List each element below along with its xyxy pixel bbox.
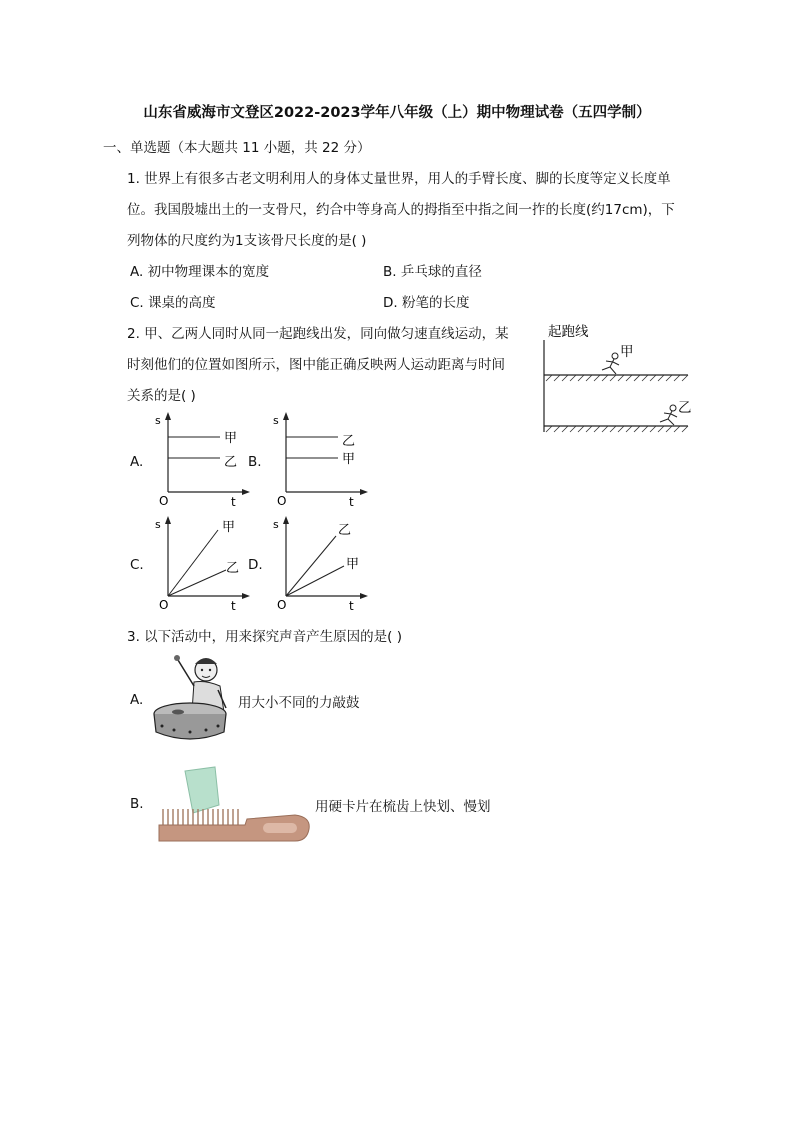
q1-line2: 位。我国殷墟出土的一支骨尺，约合中等身高人的拇指至中指之间一拃的长度(约17cm)，下 xyxy=(127,202,675,218)
q2-option-c-label[interactable]: C. xyxy=(130,557,144,573)
svg-text:乙: 乙 xyxy=(224,455,238,470)
exam-title: 山东省威海市文登区2022-2023学年八年级（上）期中物理试卷（五四学制） xyxy=(143,105,651,121)
q3-option-b-text: 用硬卡片在梳齿上快划、慢划 xyxy=(315,799,491,815)
q2-graph-b[interactable] xyxy=(270,410,370,510)
svg-text:O: O xyxy=(159,494,169,508)
svg-text:甲: 甲 xyxy=(224,431,238,446)
q2-graph-d[interactable] xyxy=(270,514,370,614)
drum-illustration xyxy=(150,652,235,744)
q1-option-b[interactable]: B. 乒乓球的直径 xyxy=(383,264,482,280)
section-heading: 一、单选题（本大题共 11 小题，共 22 分） xyxy=(103,140,371,156)
q3-option-b-label[interactable]: B. xyxy=(130,796,144,812)
svg-text:甲: 甲 xyxy=(342,452,356,467)
svg-text:乙: 乙 xyxy=(338,523,352,538)
comb-illustration xyxy=(155,765,315,845)
q1-option-a[interactable]: A. 初中物理课本的宽度 xyxy=(130,264,270,280)
start-line-label: 起跑线 xyxy=(548,324,589,340)
q1-option-c[interactable]: C. 课桌的高度 xyxy=(130,295,216,311)
q3-line1: 3. 以下活动中，用来探究声音产生原因的是( ) xyxy=(127,629,402,645)
q2-line2: 时刻他们的位置如图所示，图中能正确反映两人运动距离与时间 xyxy=(127,357,505,373)
q2-graph-c[interactable] xyxy=(152,514,252,614)
q2-line3: 关系的是( ) xyxy=(127,388,196,404)
q2-line1: 2. 甲、乙两人同时从同一起跑线出发，同向做匀速直线运动，某 xyxy=(127,326,509,342)
svg-text:t: t xyxy=(349,599,354,613)
svg-text:s: s xyxy=(273,414,279,427)
race-track-diagram xyxy=(540,320,690,440)
q2-graph-a[interactable] xyxy=(152,410,252,510)
runner-b-figure xyxy=(660,405,677,425)
svg-text:乙: 乙 xyxy=(226,561,240,576)
svg-text:s: s xyxy=(155,414,161,427)
svg-text:O: O xyxy=(277,494,287,508)
runner-a-label: 甲 xyxy=(620,344,634,360)
svg-text:甲: 甲 xyxy=(222,520,236,535)
svg-text:t: t xyxy=(349,495,354,509)
runner-b-label: 乙 xyxy=(678,400,692,416)
svg-text:s: s xyxy=(273,518,279,531)
q1-option-d[interactable]: D. 粉笔的长度 xyxy=(383,295,470,311)
svg-text:t: t xyxy=(231,599,236,613)
q1-line1: 1. 世界上有很多古老文明利用人的身体丈量世界，用人的手臂长度、脚的长度等定义长度单 xyxy=(127,171,671,187)
svg-text:s: s xyxy=(155,518,161,531)
svg-text:O: O xyxy=(277,598,287,612)
q2-option-b-label[interactable]: B. xyxy=(248,454,262,470)
svg-text:O: O xyxy=(159,598,169,612)
runner-a-figure xyxy=(602,353,619,374)
q3-option-a-label[interactable]: A. xyxy=(130,692,144,708)
q3-option-a-text: 用大小不同的力敲鼓 xyxy=(238,695,360,711)
q2-option-a-label[interactable]: A. xyxy=(130,454,144,470)
q2-option-d-label[interactable]: D. xyxy=(248,557,263,573)
svg-text:t: t xyxy=(231,495,236,509)
q1-line3: 列物体的尺度约为1支该骨尺长度的是( ) xyxy=(127,233,367,249)
svg-text:乙: 乙 xyxy=(342,434,356,449)
svg-text:甲: 甲 xyxy=(346,557,360,572)
